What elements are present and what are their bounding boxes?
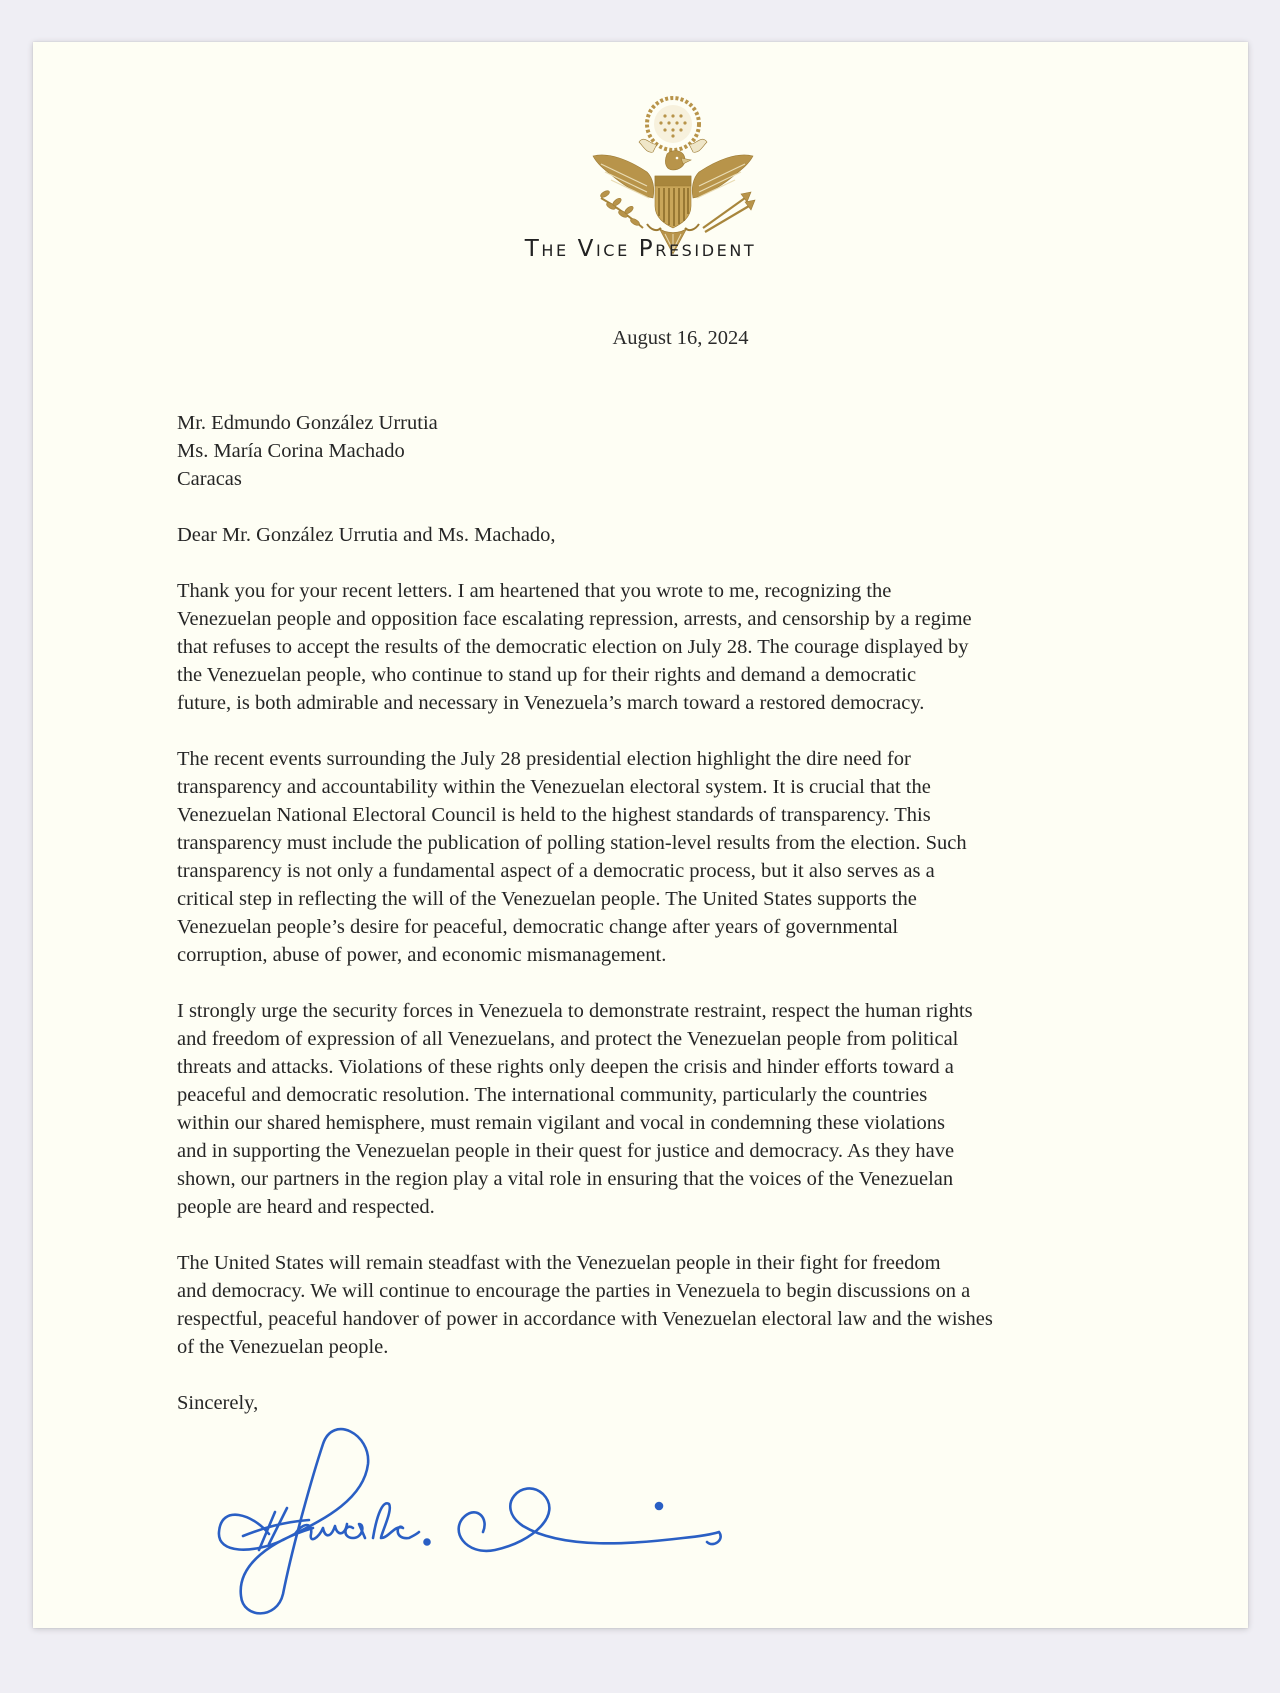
paragraph-1 — [177, 577, 1177, 717]
paragraph-line: and democracy. We will continue to encourage the parties in Venezuela to begin discussions on a — [177, 1280, 971, 1302]
paragraph-line: and freedom of expression of all Venezuelans, and protect the Venezuelan people from political — [177, 1028, 959, 1050]
paragraph-line: peaceful and democratic resolution. The international community, particularly the countries — [177, 1084, 928, 1106]
paragraph-line: people are heard and respected. — [177, 1196, 435, 1218]
paragraph-line: threats and attacks. Violations of these rights only deepen the crisis and hinder efforts toward a — [177, 1056, 954, 1078]
paragraph-line: transparency and accountability within the Venezuelan electoral system. It is crucial that the — [177, 776, 931, 798]
salutation: Dear Mr. González Urrutia and Ms. Machado, — [177, 524, 556, 546]
paragraph-3 — [177, 997, 1177, 1221]
letterhead-word-3: President — [638, 236, 757, 262]
paragraph-line: Venezuelan people’s desire for peaceful, democratic change after years of governmental — [177, 916, 899, 938]
letterhead-title — [33, 236, 1248, 262]
paragraph-line: The recent events surrounding the July 28 presidential election highlight the dire need for — [177, 748, 911, 770]
letterhead-word-1: The — [524, 236, 569, 262]
paragraph-line: transparency is not only a fundamental aspect of a democratic process, but it also serves as a — [177, 860, 935, 882]
paragraph-line: critical step in reflecting the will of the Venezuelan people. The United States supports the — [177, 888, 917, 910]
paragraph-4 — [177, 1249, 1177, 1361]
paragraph-line: Thank you for your recent letters. I am heartened that you wrote to me, recognizing the — [177, 580, 892, 602]
letter-body — [177, 409, 1177, 1417]
paragraph-line: transparency must include the publication of polling station-level results from the election. Such — [177, 832, 967, 854]
paragraph-line: respectful, peaceful handover of power in accordance with Venezuelan electoral law and the wishes — [177, 1308, 993, 1330]
paragraph-line: corruption, abuse of power, and economic mismanagement. — [177, 944, 667, 966]
paragraph-line: Venezuelan people and opposition face escalating repression, arrests, and censorship by a regime — [177, 608, 972, 630]
letter-date: August 16, 2024 — [612, 327, 749, 349]
paragraph-line: that refuses to accept the results of the democratic election on July 28. The courage displayed by — [177, 636, 969, 658]
recipient-line: Caracas — [177, 468, 242, 490]
paragraph-line: and in supporting the Venezuelan people in their quest for justice and democracy. As they have — [177, 1140, 955, 1162]
paragraph-line: Venezuelan National Electoral Council is held to the highest standards of transparency. This — [177, 804, 931, 826]
letterhead-word-2: Vice — [577, 236, 630, 262]
paragraph-line: The United States will remain steadfast with the Venezuelan people in their fight for freedom — [177, 1252, 941, 1274]
recipient-line: Ms. María Corina Machado — [177, 440, 405, 462]
closing: Sincerely, — [177, 1392, 259, 1414]
recipient-line: Mr. Edmundo González Urrutia — [177, 412, 438, 434]
paragraph-line: future, is both admirable and necessary in Venezuela’s march toward a restored democracy. — [177, 692, 925, 714]
paragraph-line: within our shared hemisphere, must remain vigilant and vocal in condemning these violations — [177, 1112, 946, 1134]
paragraph-2 — [177, 745, 1177, 969]
paragraph-line: the Venezuelan people, who continue to stand up for their rights and demand a democratic — [177, 664, 917, 686]
paragraph-line: of the Venezuelan people. — [177, 1336, 389, 1358]
handwritten-signature-icon — [213, 1404, 793, 1624]
recipient-address — [177, 409, 1177, 493]
letter-page — [33, 42, 1248, 1628]
paragraph-line: shown, our partners in the region play a vital role in ensuring that the voices of the Venezuelan — [177, 1168, 954, 1190]
paragraph-line: I strongly urge the security forces in Venezuela to demonstrate restraint, respect the human rights — [177, 1000, 973, 1022]
